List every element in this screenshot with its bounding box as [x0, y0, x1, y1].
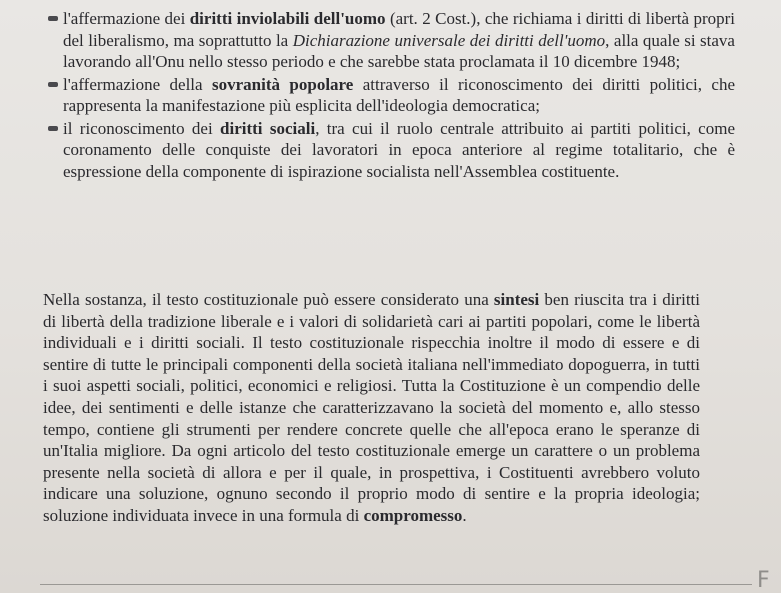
bullet-marker — [48, 82, 58, 87]
bottom-rule — [40, 584, 752, 585]
bullet-text: il riconoscimento dei diritti sociali, tra cui il ruolo centrale attribuito ai partiti politici, come coronamento delle conquiste dei lavoratori in epoca anteriore al regime totalitario, che è espressione della componente di ispirazione socialista nell'Assemblea costituente. — [63, 118, 735, 181]
bullet-item-human-rights — [35, 8, 735, 73]
bullet-item-social-rights — [35, 118, 735, 183]
bullet-item-popular-sovereignty — [35, 74, 735, 117]
bullet-text: l'affermazione della sovranità popolare attraverso il riconoscimento dei diritti politici, che rappresenta la manifestazione più esplicita dell'ideologia democratica; — [63, 74, 735, 115]
bullet-marker — [48, 126, 58, 131]
bullet-list — [35, 8, 735, 182]
bullet-marker — [48, 16, 58, 21]
summary-paragraph: Nella sostanza, il testo costituzionale può essere considerato una sintesi ben riuscita tra i diritti di libertà della tradizione liberale e i valori di solidarietà cari ai partiti popolari, come le libertà individuali e i diritti sociali. Il testo costituzionale rispecchia inoltre il modo di essere e di sentire di tutte le principali componenti della società italiana nell'immediato dopoguerra, in tutti i suoi aspetti sociali, politici, economici e religiosi. Tutta la Costituzione è un compendio delle idee, dei sentimenti e delle istanze che caratterizzavano la società del momento e, allo stesso tempo, contiene gli strumenti per rendere concrete quelle che all'epoca erano le speranze di un'Italia migliore. Da ogni articolo del testo costituzionale emerge un carattere o un problema presente nella società di allora e per il quale, in prospettiva, i Costituenti avrebbero voluto indicare una soluzione, ognuno secondo il proprio modo di sentire e la propria ideologia; soluzione individuata invece in una formula di compromesso. — [43, 290, 701, 525]
corner-mark: F — [757, 568, 770, 593]
bullet-text: l'affermazione dei diritti inviolabili dell'uomo (art. 2 Cost.), che richiama i diritti di libertà propri del liberalismo, ma soprattutto la Dichiarazione universale dei diritti dell'uomo, alla quale si stava lavorando all'Onu nello stesso periodo e che sarebbe stata proclamata il 10 dicembre 1948; — [63, 9, 736, 71]
